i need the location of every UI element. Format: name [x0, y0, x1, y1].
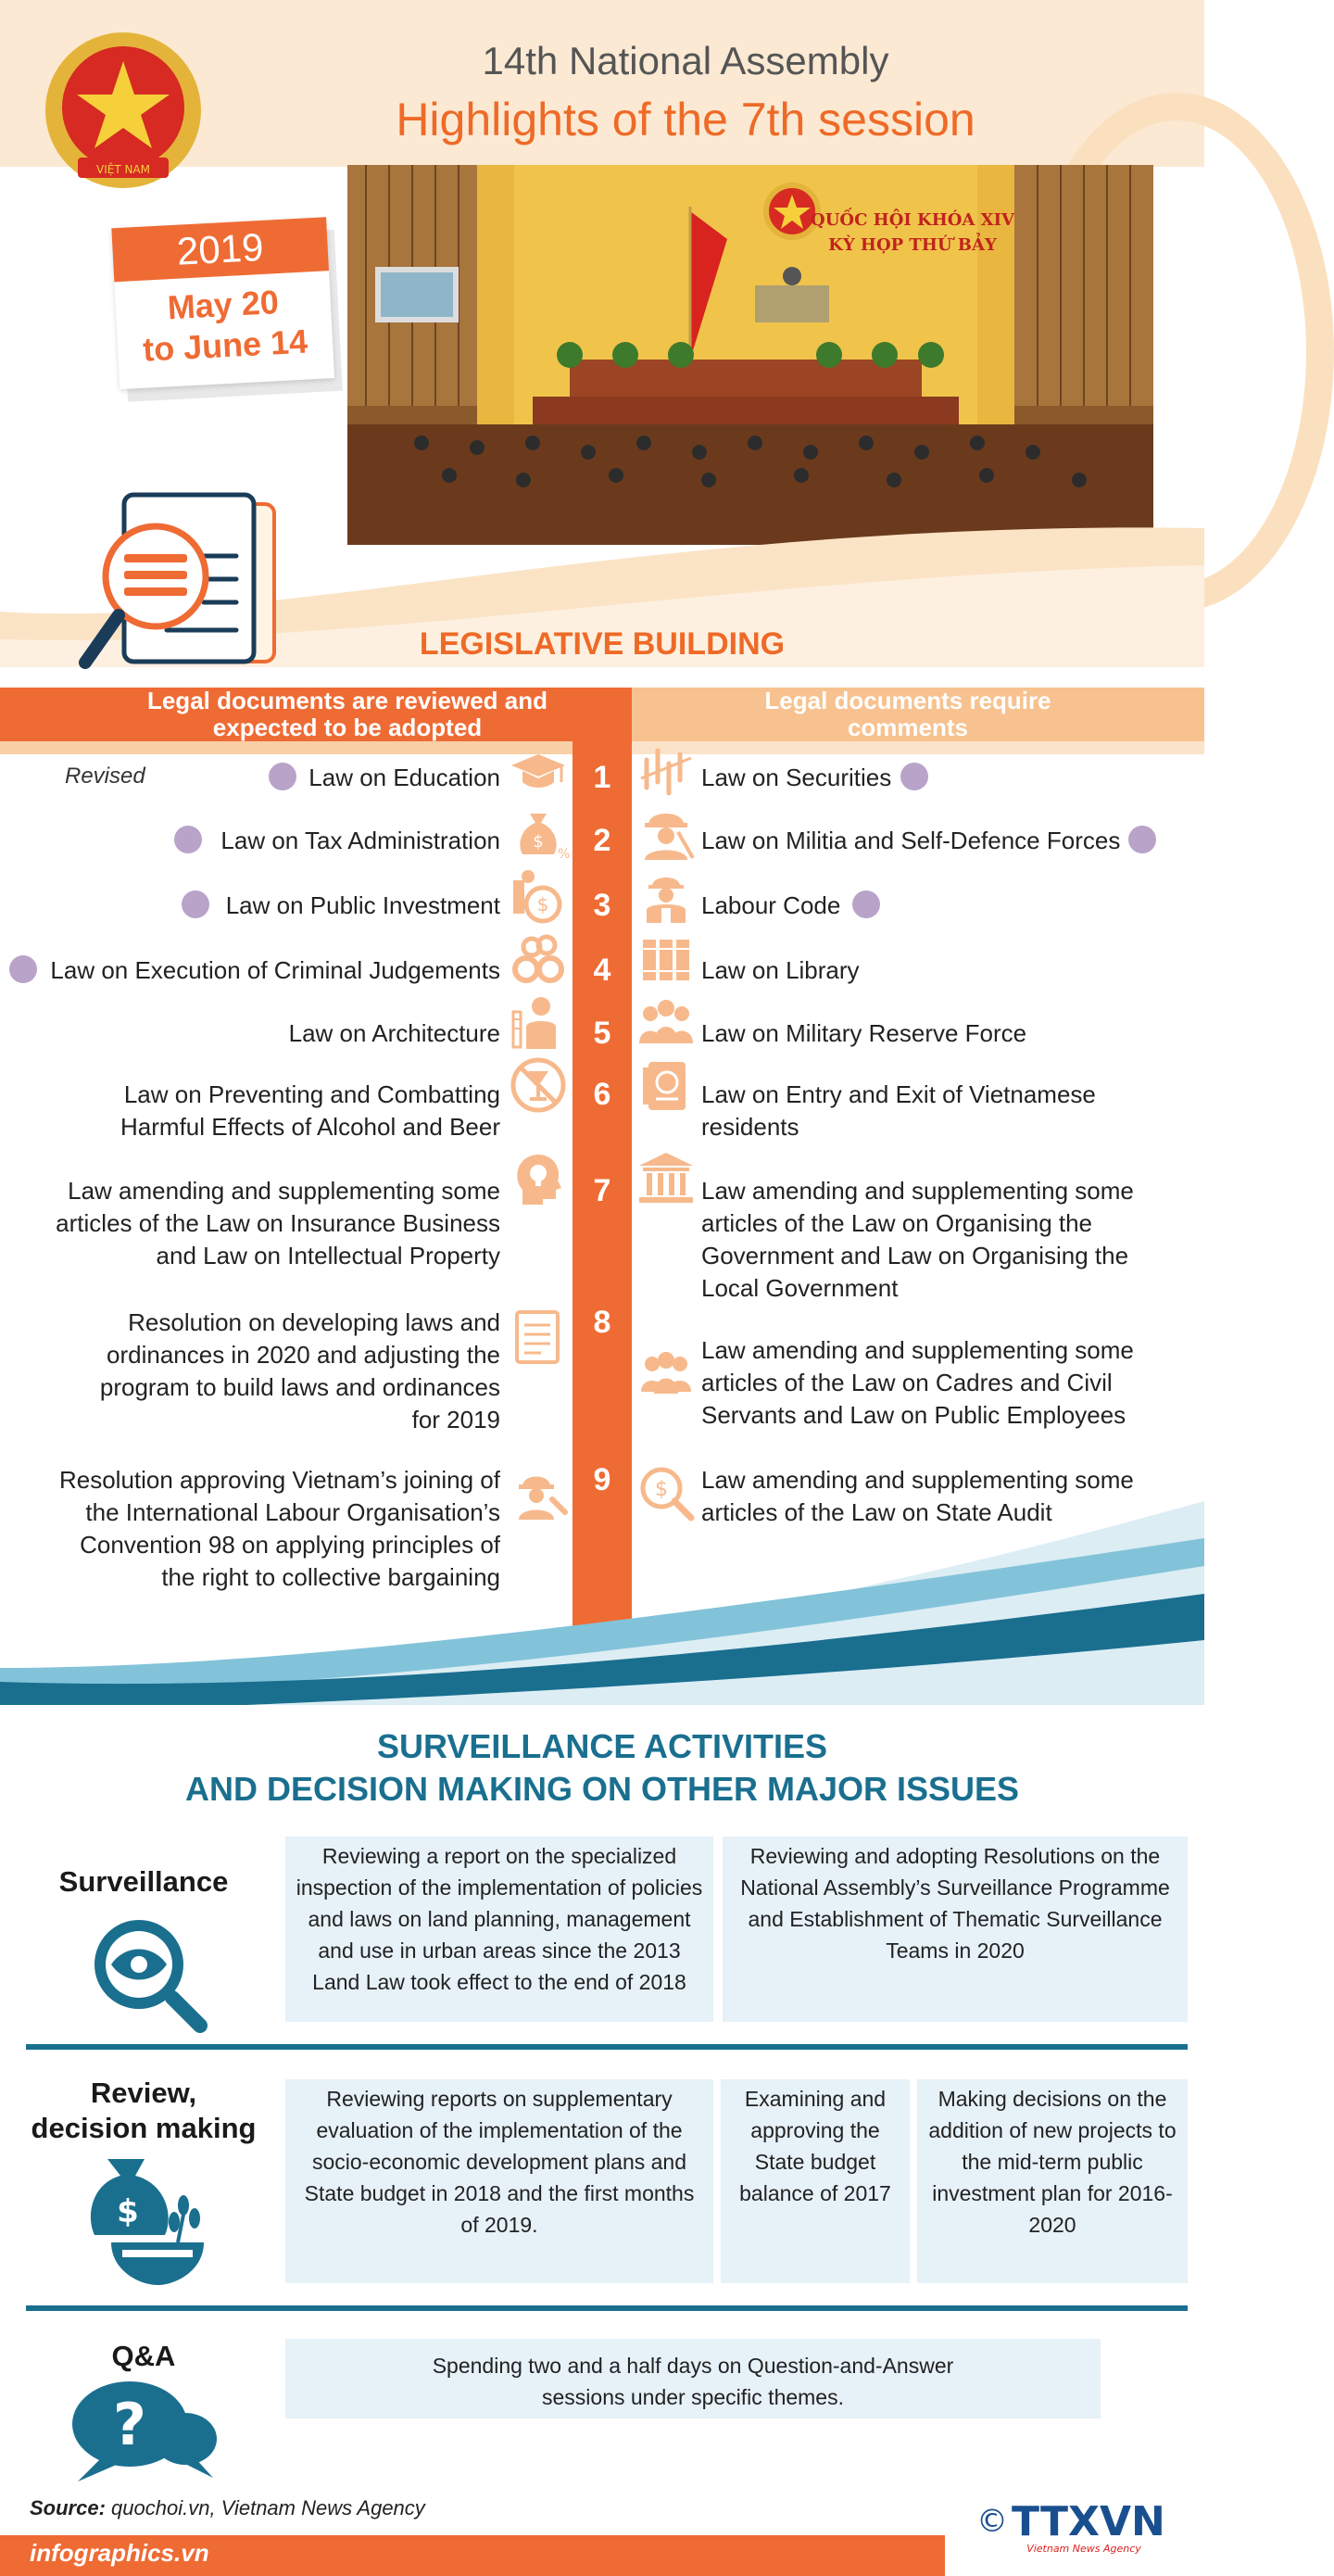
architect-icon — [510, 993, 567, 1051]
adopted-document-item — [120, 1079, 500, 1143]
review-label-line2: decision making — [31, 2112, 257, 2144]
adopted-document-line: Law on Education — [308, 764, 500, 791]
source-text: quochoi.vn, Vietnam News Agency — [111, 2496, 425, 2519]
comment-document-item — [701, 890, 840, 922]
resolution-document-icon — [510, 1308, 567, 1366]
source-line — [30, 2496, 425, 2520]
left-column-header: Legal documents are reviewed and expected to be adopted — [146, 687, 548, 741]
right-column-header: Legal documents require comments — [764, 687, 1051, 741]
tax-money-bag-icon — [510, 804, 571, 862]
revised-dot — [852, 890, 880, 918]
svg-text:$: $ — [536, 893, 549, 915]
photo-sign-2: KỲ HỌP THỨ BẢY — [828, 235, 997, 255]
comment-document-item — [701, 1079, 1096, 1143]
passport-icon — [637, 1056, 695, 1114]
adopted-document-line: Law on Tax Administration — [220, 827, 500, 854]
comment-document-item — [701, 762, 891, 794]
adopted-document-line: Law on Architecture — [288, 1019, 500, 1047]
adopted-document-item — [100, 1307, 500, 1436]
agency-logo-text: TTXVN — [1012, 2498, 1165, 2545]
revised-label: Revised — [65, 764, 145, 789]
adopted-document-item — [56, 1175, 500, 1272]
comment-document-line: Law on Entry and Exit of Vietnamese — [701, 1080, 1096, 1108]
row-number: 8 — [593, 1305, 611, 1340]
document-magnifier-icon — [65, 491, 287, 695]
graduation-cap-icon — [510, 741, 567, 799]
comment-document-line: Law on Militia and Self-Defence Forces — [701, 827, 1121, 854]
comment-document-line: Law amending and supplementing some — [701, 1177, 1134, 1205]
adopted-document-line: articles of the Law on Insurance Business — [56, 1209, 500, 1237]
revised-dot — [900, 763, 928, 790]
militia-soldier-icon — [637, 804, 695, 862]
library-books-icon — [637, 930, 695, 988]
national-emblem-icon — [41, 28, 206, 193]
calendar-date-line2: to June 14 — [142, 322, 309, 369]
adopted-document-line: program to build laws and ordinances — [99, 1373, 500, 1401]
comment-document-item — [701, 1017, 1026, 1050]
session-calendar — [111, 217, 342, 399]
ttxvn-logo — [973, 2493, 1177, 2557]
row-number: 7 — [593, 1173, 611, 1208]
comment-document-line: Government and Law on Organising the — [701, 1242, 1129, 1269]
agency-sub-text: Vietnam News Agency — [1026, 2543, 1141, 2555]
comment-document-line: Law on Library — [701, 956, 860, 984]
adopted-document-line: the right to collective bargaining — [161, 1563, 500, 1591]
adopted-document-item — [220, 825, 500, 857]
adopted-document-line: and Law on Intellectual Property — [156, 1242, 500, 1269]
source-label: Source: — [30, 2496, 106, 2519]
copyright-symbol: © — [976, 2503, 1008, 2540]
no-alcohol-icon — [510, 1056, 567, 1114]
adopted-document-line: Law amending and supplementing some — [68, 1177, 500, 1205]
header-title: Highlights of the 7th session — [396, 94, 975, 145]
row-number: 6 — [593, 1077, 611, 1112]
reserve-force-group-icon — [637, 993, 695, 1051]
row-number: 4 — [593, 953, 611, 988]
adopted-document-line: Convention 98 on applying principles of — [80, 1531, 500, 1559]
question-bubble-icon — [65, 2374, 222, 2485]
civil-servants-icon — [637, 1344, 695, 1401]
securities-chart-icon — [637, 741, 695, 799]
revised-dot — [9, 955, 37, 983]
calendar-date-line1: May 20 — [166, 283, 280, 327]
comment-document-line: Servants and Law on Public Employees — [701, 1401, 1126, 1429]
labour-worker-icon — [637, 867, 695, 925]
adopted-document-line: ordinances in 2020 and adjusting the — [107, 1341, 500, 1369]
adopted-document-line: Harmful Effects of Alcohol and Beer — [120, 1113, 500, 1141]
row-number: 9 — [593, 1462, 611, 1497]
comment-document-line: residents — [701, 1113, 799, 1141]
row-number: 3 — [593, 888, 611, 923]
review-label-line1: Review, — [90, 2077, 197, 2109]
emblem-text: VIỆT NAM — [95, 163, 151, 176]
comment-document-line: Law on Military Reserve Force — [701, 1019, 1027, 1047]
adopted-document-item — [50, 954, 500, 987]
svg-text:%: % — [558, 847, 571, 862]
adopted-document-line: Law on Execution of Criminal Judgements — [50, 956, 500, 984]
revised-dot — [182, 890, 209, 918]
qa-label: Q&A — [111, 2340, 176, 2372]
comment-document-line: Local Government — [701, 1274, 899, 1302]
adopted-document-line: Resolution on developing laws and — [128, 1308, 500, 1336]
adopted-document-line: for 2019 — [411, 1406, 500, 1433]
review-box-3: Making decisions on the addition of new projects to the mid-term public investment plan for 2016-2020 — [917, 2079, 1188, 2283]
comment-document-line: articles of the Law on State Audit — [701, 1498, 1052, 1526]
review-label — [19, 2076, 269, 2146]
comment-document-line: Labour Code — [701, 891, 841, 919]
adopted-document-line: the International Labour Organisation’s — [85, 1498, 500, 1526]
row-number: 1 — [593, 760, 611, 795]
row-number: 2 — [593, 823, 611, 858]
revised-dot — [1128, 826, 1156, 853]
adopted-document-line: Law on Preventing and Combatting — [123, 1080, 500, 1108]
section-divider — [26, 2305, 1188, 2311]
revised-dot — [174, 826, 202, 853]
svg-text:$: $ — [655, 1478, 668, 1501]
svg-text:?: ? — [113, 2391, 146, 2458]
adopted-document-item — [289, 1017, 500, 1050]
comment-document-line: Law amending and supplementing some — [701, 1336, 1134, 1364]
comment-document-line: Law amending and supplementing some — [701, 1466, 1134, 1494]
review-box-2: Examining and approving the State budget balance of 2017 — [721, 2079, 910, 2283]
row-number: 5 — [593, 1016, 611, 1051]
surveillance-label: Surveillance — [58, 1865, 229, 1898]
footer-site: infographics.vn — [30, 2539, 209, 2567]
adopted-document-line: Resolution approving Vietnam’s joining of — [58, 1466, 500, 1494]
svg-text:$: $ — [533, 832, 544, 852]
comment-document-item — [701, 1334, 1134, 1432]
svg-text:$: $ — [117, 2193, 139, 2230]
comment-document-line: articles of the Law on Cadres and Civil — [701, 1369, 1113, 1396]
comment-document-item — [701, 825, 1120, 857]
comment-document-line: Law on Securities — [701, 764, 892, 791]
surveillance-box-2: Reviewing and adopting Resolutions on the National Assembly’s Surveillance Programme and Establishment of Thematic Surveillance Teams in 2020 — [723, 1837, 1188, 2022]
legislative-title: LEGISLATIVE BUILDING — [419, 626, 786, 662]
assembly-photo — [347, 165, 1153, 545]
adopted-document-item — [308, 762, 500, 794]
photo-sign-1: QUỐC HỘI KHÓA XIV — [811, 210, 1014, 230]
comment-document-item — [701, 1175, 1134, 1305]
header-subtitle: 14th National Assembly — [482, 39, 889, 82]
surveillance-title-line2: AND DECISION MAKING ON OTHER MAJOR ISSUES — [184, 1770, 1020, 1808]
adopted-document-item — [226, 890, 500, 922]
section-divider — [26, 2044, 1188, 2050]
government-building-icon — [637, 1149, 695, 1206]
review-box-1: Reviewing reports on supplementary evaluation of the implementation of the socio-economic development plans and State budget in 2018 and the first months of 2019. — [285, 2079, 713, 2283]
handcuffs-icon — [510, 930, 567, 988]
money-bag-bowl-icon — [74, 2150, 213, 2289]
revised-dot — [269, 763, 296, 790]
eye-magnifier-icon — [83, 1909, 213, 2039]
investment-hand-icon — [510, 867, 567, 925]
comment-document-item — [701, 954, 860, 987]
calendar-year: 2019 — [111, 217, 329, 282]
idea-head-icon — [510, 1149, 567, 1206]
comment-document-line: articles of the Law on Organising the — [701, 1209, 1093, 1237]
surveillance-title — [93, 1725, 1112, 1811]
surveillance-title-line1: SURVEILLANCE ACTIVITIES — [376, 1727, 828, 1765]
qa-box: Spending two and a half days on Question-and-Answer sessions under specific themes. — [285, 2339, 1101, 2418]
surveillance-box-1: Reviewing a report on the specialized inspection of the implementation of policies and laws on land planning, management and use in urban areas since the 2013 Land Law took effect to the end of 2018 — [285, 1837, 713, 2022]
adopted-document-line: Law on Public Investment — [225, 891, 500, 919]
right-stripe — [630, 741, 1204, 754]
